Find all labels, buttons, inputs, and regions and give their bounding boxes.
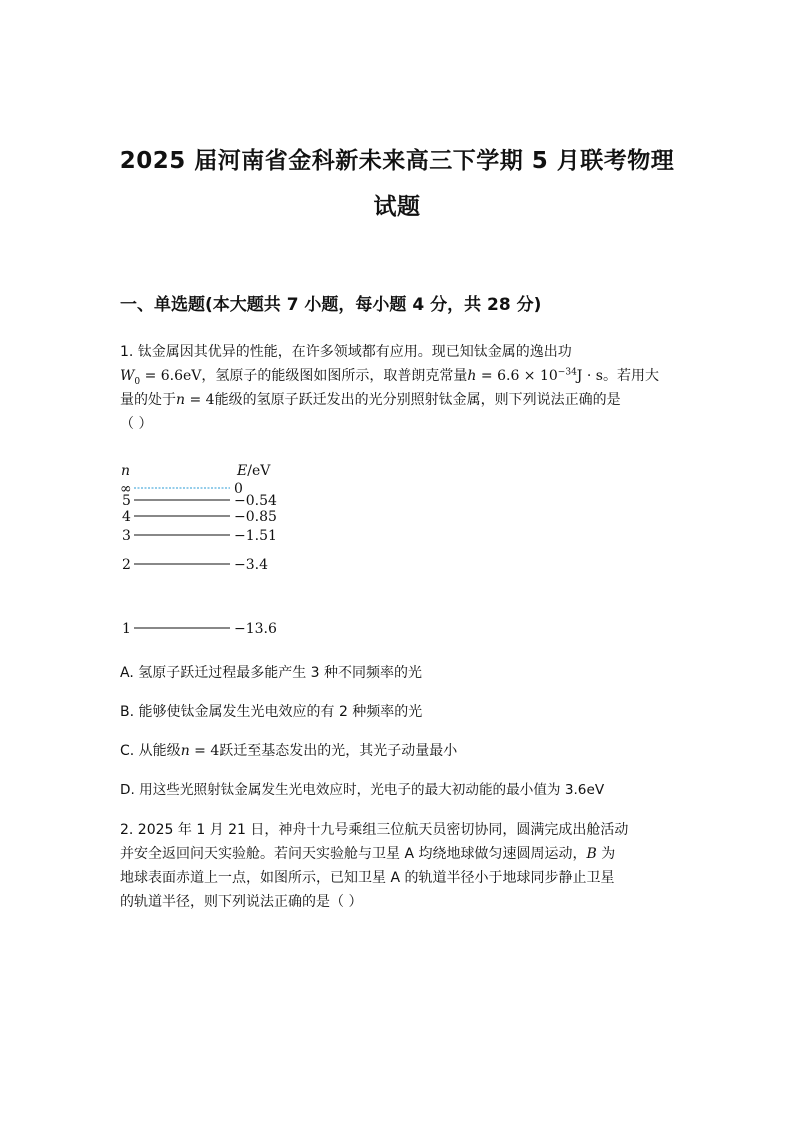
q1-line-4: （ ） bbox=[120, 416, 153, 432]
level-energy-value: −0.85 bbox=[234, 509, 277, 525]
e-axis-label: E/eV bbox=[237, 463, 271, 479]
h-exponent: −34 bbox=[557, 367, 577, 378]
level-n-label: 1 bbox=[122, 621, 131, 637]
level-energy-value: −3.4 bbox=[234, 557, 268, 573]
h-unit: J · s bbox=[576, 368, 603, 384]
option-b[interactable]: B. 能够使钛金属发生光电效应的有 2 种频率的光 bbox=[120, 704, 423, 720]
var-h: h bbox=[467, 368, 477, 384]
level-n-label: 2 bbox=[122, 557, 131, 573]
q2-line-2-a: 并安全返回问天实验舱。若问天实验舱与卫星 A 均绕地球做匀速圆周运动， bbox=[120, 846, 587, 862]
level-energy-value: −1.51 bbox=[234, 528, 277, 544]
q2-line-2 bbox=[120, 842, 700, 866]
section-heading: 一、单选题(本大题共 7 小题，每小题 4 分，共 28 分) bbox=[120, 295, 542, 315]
energy-level-diagram bbox=[115, 458, 315, 643]
q1-line-1: 1. 钛金属因其优异的性能，在许多领域都有应用。现已知钛金属的逸出功 bbox=[120, 344, 572, 360]
level-energy-value: 0 bbox=[234, 481, 243, 497]
var-b: B bbox=[586, 846, 597, 862]
level-energy-value: −13.6 bbox=[234, 621, 277, 637]
energy-levels bbox=[120, 481, 277, 637]
document-title bbox=[60, 138, 734, 230]
question-2 bbox=[120, 818, 700, 914]
q1-line-3 bbox=[120, 388, 680, 412]
q1-line-2 bbox=[120, 364, 680, 388]
q1-line-2-end: 。若用大 bbox=[602, 368, 659, 384]
q1-line-3-a: 量的处于 bbox=[120, 392, 176, 408]
level-n-label: ∞ bbox=[120, 481, 132, 497]
option-c-a: C. 从能级 bbox=[120, 743, 181, 759]
option-c[interactable] bbox=[120, 739, 457, 763]
sub-0: 0 bbox=[134, 376, 141, 387]
q1-line-3-b: 能级的氢原子跃迁发出的光分别照射钛金属，则下列说法正确的是 bbox=[214, 392, 621, 408]
q2-line-3: 地球表面赤道上一点，如图所示，已知卫星 A 的轨道半径小于地球同步静止卫星 bbox=[120, 870, 615, 886]
level-n-label: 5 bbox=[122, 493, 131, 509]
level-n-label: 3 bbox=[122, 528, 131, 544]
q2-line-1: 2. 2025 年 1 月 21 日，神舟十九号乘组三位航天员密切协同，圆满完成出舱活动 bbox=[120, 822, 629, 838]
option-c-b: 跃迁至基态发出的光，其光子动量最小 bbox=[219, 743, 458, 759]
level-energy-value: −0.54 bbox=[234, 493, 277, 509]
h-value: = 6.6 × 10 bbox=[476, 368, 558, 384]
q2-line-2-c: 为 bbox=[596, 846, 616, 862]
title-line-1: 2025 届河南省金科新未来高三下学期 5 月联考物理 bbox=[119, 148, 675, 174]
n-axis-label: n bbox=[121, 463, 131, 479]
title-line-2: 试题 bbox=[373, 194, 421, 220]
option-d[interactable]: D. 用这些光照射钛金属发生光电效应时，光电子的最大初动能的最小值为 3.6eV bbox=[120, 782, 605, 798]
var-n: n bbox=[176, 392, 186, 408]
question-1 bbox=[120, 340, 680, 436]
w-value: = 6.6eV bbox=[140, 368, 202, 384]
option-a[interactable]: A. 氢原子跃迁过程最多能产生 3 种不同频率的光 bbox=[120, 665, 423, 681]
n-value: = 4 bbox=[185, 392, 215, 408]
option-c-eq: = 4 bbox=[189, 743, 220, 759]
level-n-label: 4 bbox=[122, 509, 131, 525]
q1-line-2-mid: ，氢原子的能级图如图所示，取普朗克常量 bbox=[201, 368, 468, 384]
option-c-n: n bbox=[180, 743, 190, 759]
var-w: W bbox=[120, 368, 135, 384]
q2-line-4: 的轨道半径，则下列说法正确的是（ ） bbox=[120, 894, 363, 910]
